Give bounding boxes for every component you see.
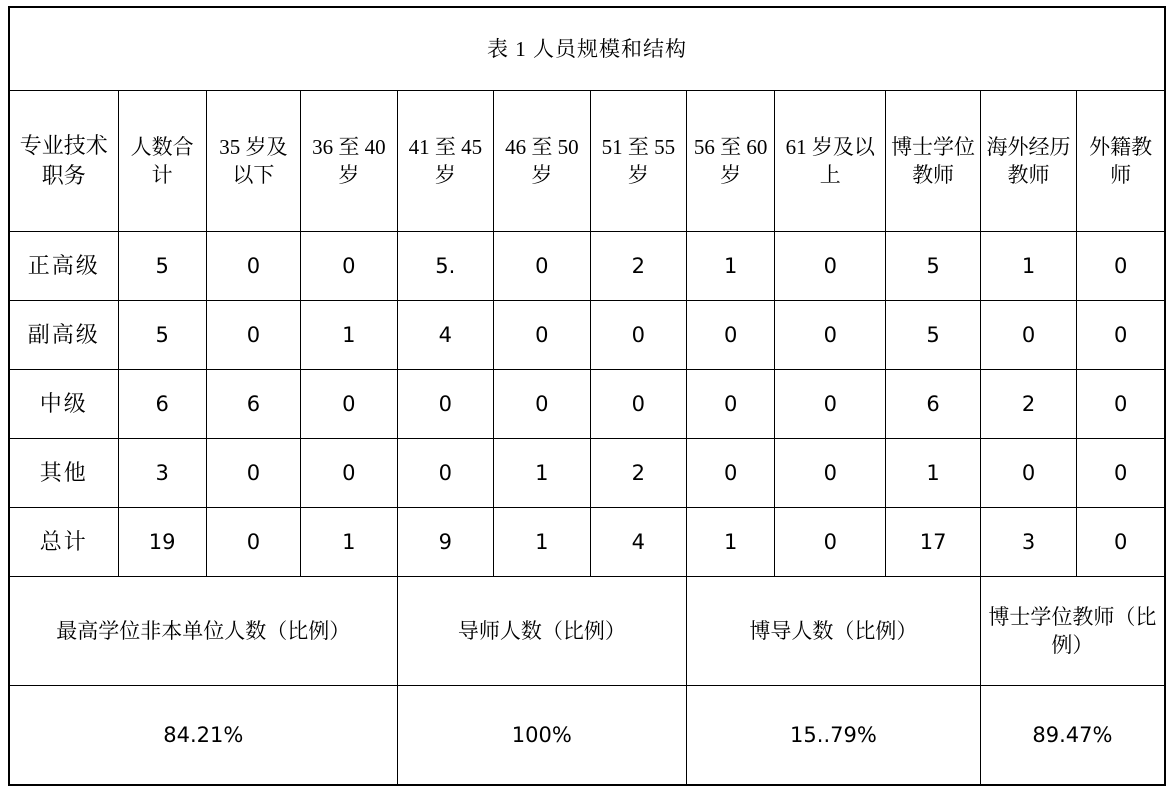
cell-value: 0	[397, 439, 494, 508]
column-header-age-41-45: 41 至 45 岁	[397, 91, 494, 232]
cell-value: 3	[980, 508, 1077, 577]
column-header-age-46-50: 46 至 50 岁	[494, 91, 591, 232]
cell-value: 4	[397, 301, 494, 370]
cell-value: 0	[494, 370, 591, 439]
cell-value: 0	[1077, 232, 1165, 301]
cell-value: 0	[301, 232, 398, 301]
cell-value: 0	[775, 301, 886, 370]
cell-value: 6	[886, 370, 980, 439]
cell-value: 6	[206, 370, 300, 439]
personnel-scale-and-structure-table	[8, 6, 1166, 786]
cell-value: 0	[1077, 370, 1165, 439]
cell-value: 2	[590, 439, 687, 508]
footer-label-non-local-highest-degree: 最高学位非本单位人数（比例）	[9, 577, 397, 686]
footer-label-phd-teachers-ratio: 博士学位教师（比例）	[980, 577, 1165, 686]
column-header-age-51-55: 51 至 55 岁	[590, 91, 687, 232]
cell-value: 6	[118, 370, 206, 439]
cell-value: 1	[980, 232, 1077, 301]
cell-value: 1	[494, 439, 591, 508]
footer-value-row	[9, 686, 1165, 786]
footer-value-supervisors: 100%	[397, 686, 687, 786]
cell-value: 5.	[397, 232, 494, 301]
row-label: 正高级	[9, 232, 118, 301]
table-title: 表 1 人员规模和结构	[9, 7, 1165, 91]
cell-value: 19	[118, 508, 206, 577]
footer-label-row	[9, 577, 1165, 686]
cell-value: 0	[1077, 508, 1165, 577]
table-row	[9, 370, 1165, 439]
cell-value: 0	[206, 232, 300, 301]
footer-label-doctoral-supervisors: 博导人数（比例）	[687, 577, 981, 686]
cell-value: 0	[206, 508, 300, 577]
column-header-total-count: 人数合计	[118, 91, 206, 232]
footer-value-phd-teachers-ratio: 89.47%	[980, 686, 1165, 786]
cell-value: 5	[118, 232, 206, 301]
column-header-age-36-40: 36 至 40 岁	[301, 91, 398, 232]
cell-value: 0	[775, 232, 886, 301]
cell-value: 5	[118, 301, 206, 370]
cell-value: 0	[301, 439, 398, 508]
cell-value: 0	[980, 301, 1077, 370]
column-header-phd-teachers: 博士学位教师	[886, 91, 980, 232]
cell-value: 0	[494, 232, 591, 301]
cell-value: 1	[687, 232, 775, 301]
row-label: 总计	[9, 508, 118, 577]
cell-value: 0	[494, 301, 591, 370]
cell-value: 0	[206, 301, 300, 370]
cell-value: 2	[980, 370, 1077, 439]
cell-value: 0	[687, 439, 775, 508]
cell-value: 0	[1077, 301, 1165, 370]
cell-value: 0	[775, 508, 886, 577]
table-row	[9, 439, 1165, 508]
cell-value: 1	[301, 508, 398, 577]
cell-value: 17	[886, 508, 980, 577]
table-row	[9, 232, 1165, 301]
footer-value-non-local-highest-degree: 84.21%	[9, 686, 397, 786]
footer-label-supervisors: 导师人数（比例）	[397, 577, 687, 686]
cell-value: 0	[687, 370, 775, 439]
cell-value: 5	[886, 301, 980, 370]
cell-value: 0	[775, 439, 886, 508]
row-label: 副高级	[9, 301, 118, 370]
cell-value: 9	[397, 508, 494, 577]
column-header-age-56-60: 56 至 60 岁	[687, 91, 775, 232]
table-row	[9, 301, 1165, 370]
column-header-position: 专业技术职务	[9, 91, 118, 232]
cell-value: 1	[301, 301, 398, 370]
cell-value: 1	[687, 508, 775, 577]
cell-value: 1	[886, 439, 980, 508]
cell-value: 0	[687, 301, 775, 370]
cell-value: 0	[590, 370, 687, 439]
row-label: 中级	[9, 370, 118, 439]
cell-value: 0	[397, 370, 494, 439]
cell-value: 4	[590, 508, 687, 577]
column-header-age-35-and-under: 35 岁及以下	[206, 91, 300, 232]
table-header-row	[9, 91, 1165, 232]
column-header-overseas-experience-teachers: 海外经历教师	[980, 91, 1077, 232]
cell-value: 0	[775, 370, 886, 439]
cell-value: 0	[1077, 439, 1165, 508]
column-header-foreign-teachers: 外籍教师	[1077, 91, 1165, 232]
table-title-row	[9, 7, 1165, 91]
footer-value-doctoral-supervisors: 15..79%	[687, 686, 981, 786]
row-label: 其他	[9, 439, 118, 508]
cell-value: 0	[301, 370, 398, 439]
table-row	[9, 508, 1165, 577]
column-header-age-61-and-above: 61 岁及以上	[775, 91, 886, 232]
cell-value: 2	[590, 232, 687, 301]
cell-value: 0	[206, 439, 300, 508]
cell-value: 0	[980, 439, 1077, 508]
cell-value: 0	[590, 301, 687, 370]
cell-value: 3	[118, 439, 206, 508]
cell-value: 1	[494, 508, 591, 577]
cell-value: 5	[886, 232, 980, 301]
